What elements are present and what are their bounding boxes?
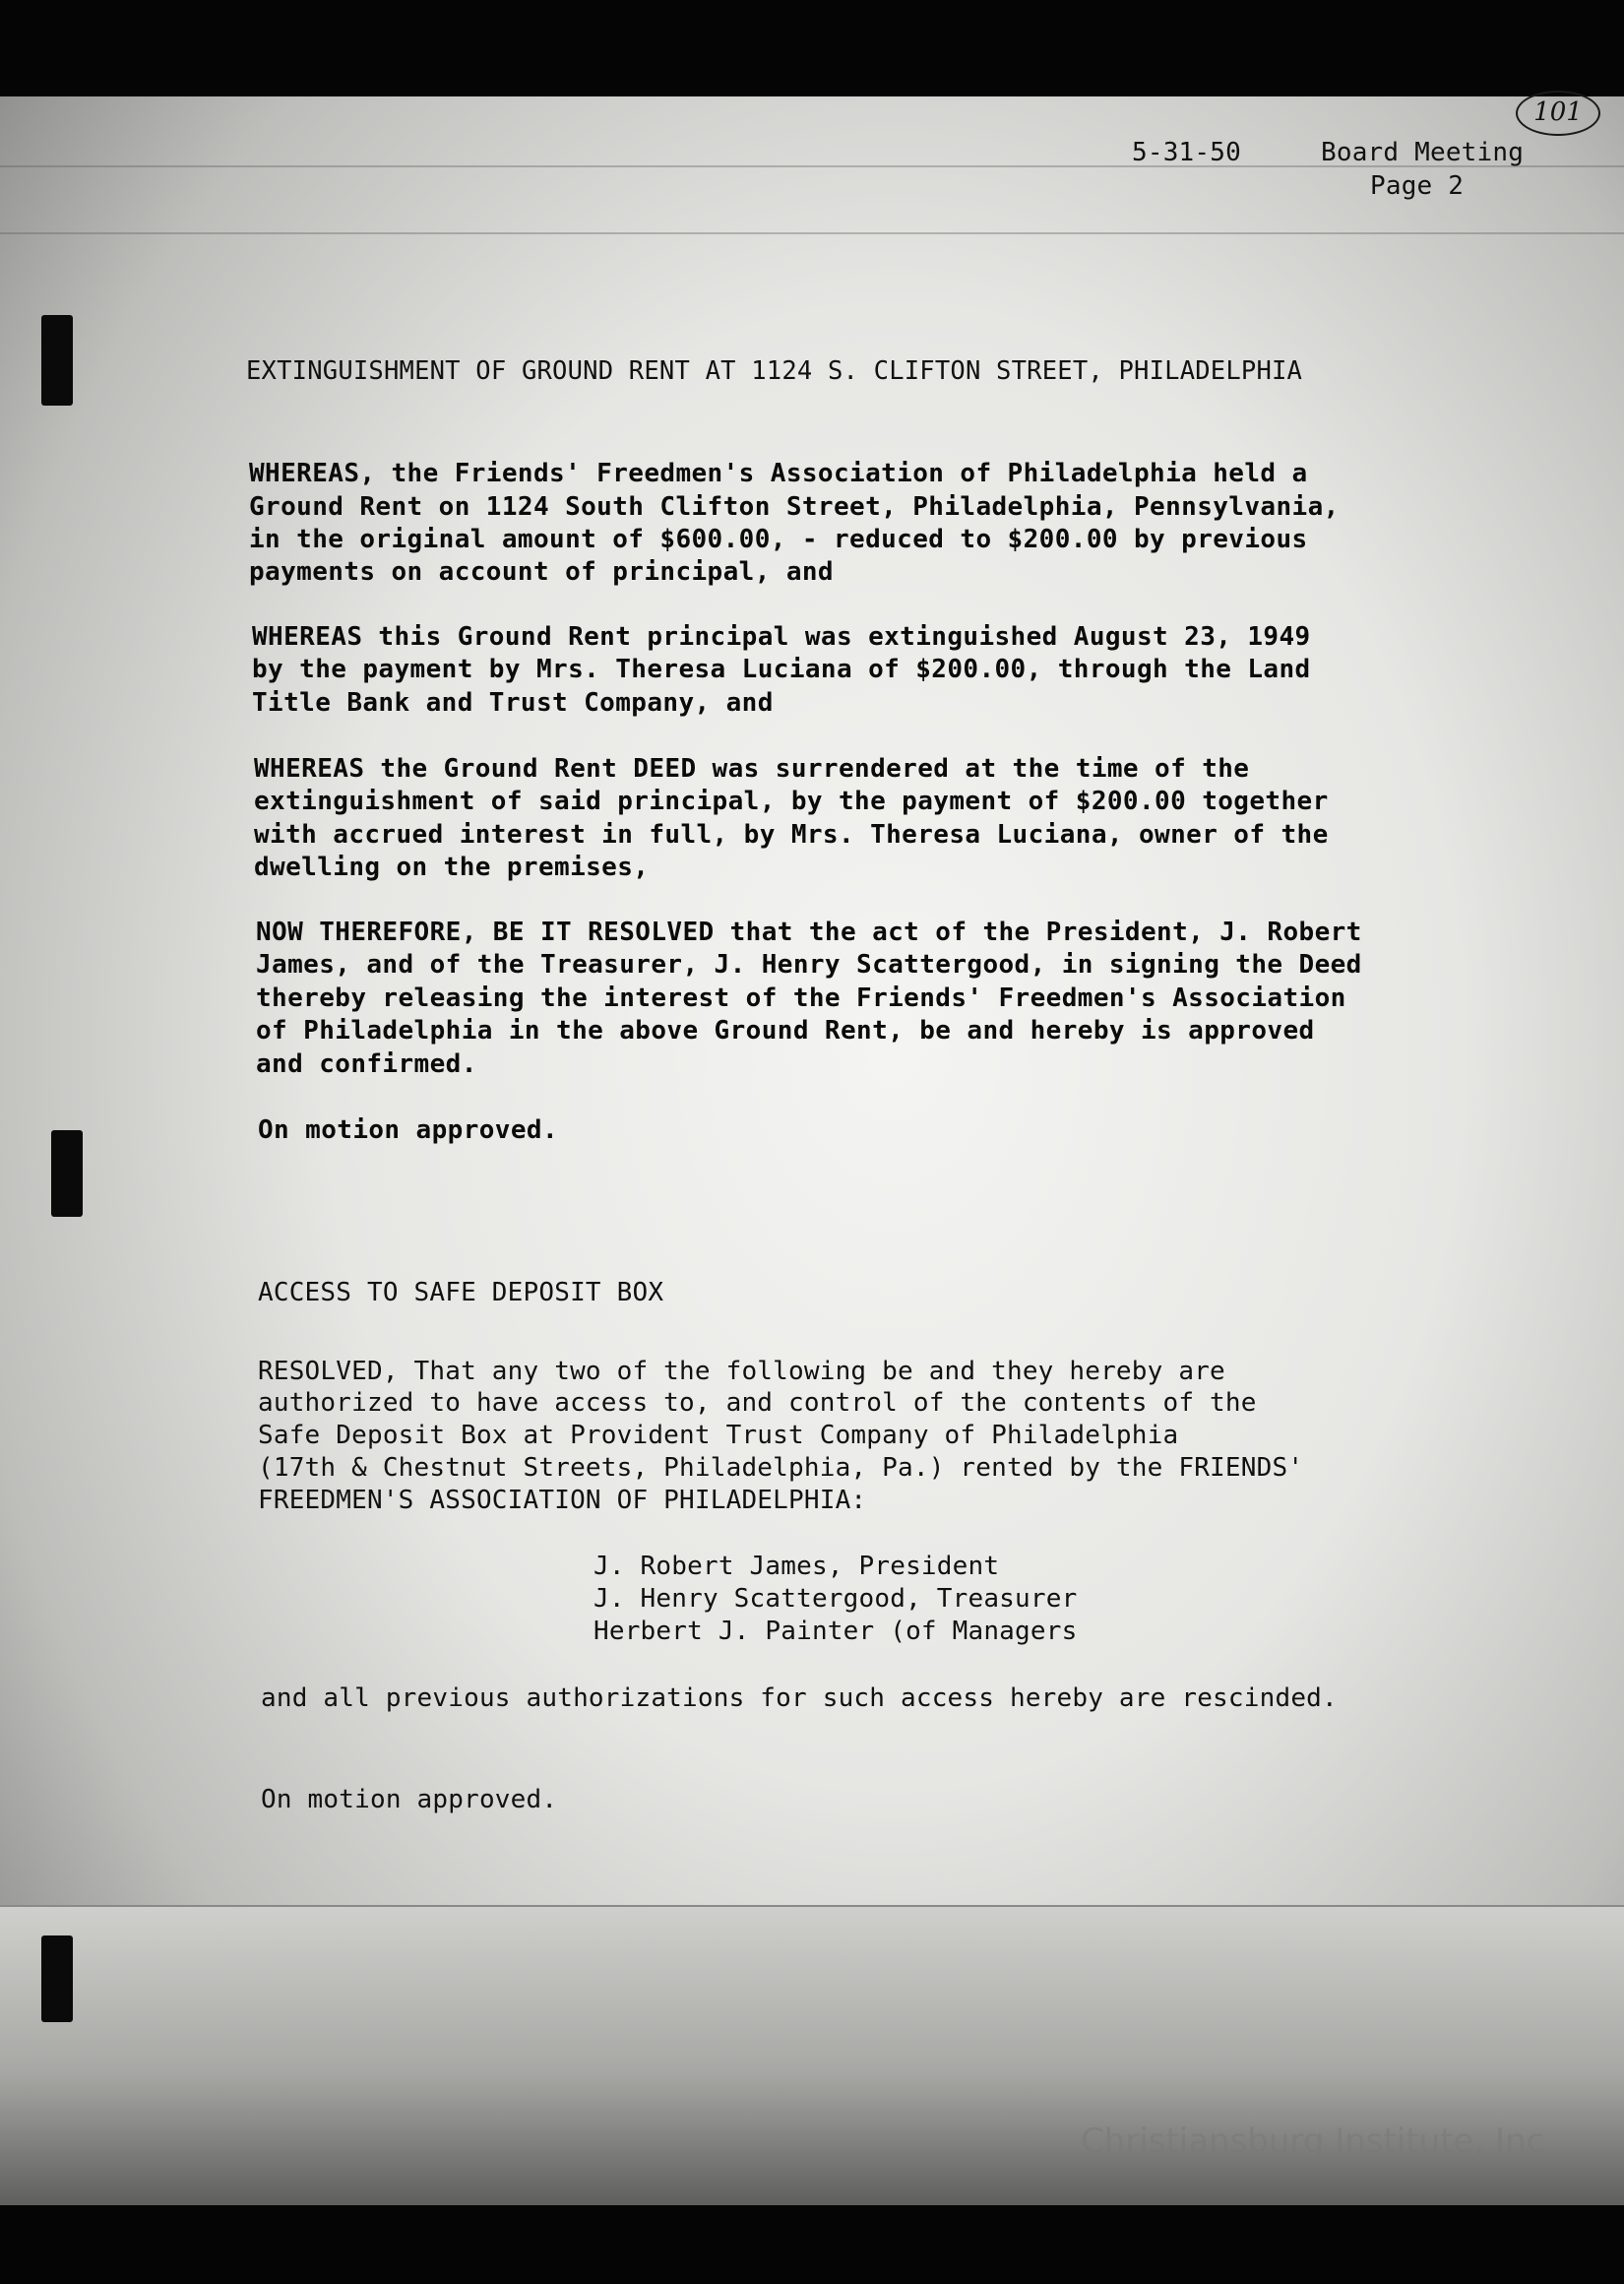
list-item: J. Henry Scattergood, Treasurer [593, 1584, 1078, 1614]
text-line: payments on account of principal, and [249, 557, 834, 587]
text-line: WHEREAS, the Friends' Freedmen's Association of Philadelphia held a [249, 459, 1308, 488]
ruled-line [0, 232, 1624, 234]
text-line: thereby releasing the interest of the Friends' Freedmen's Association [256, 983, 1346, 1013]
text-line: (17th & Chestnut Streets, Philadelphia, Pa.) rented by the FRIENDS' [258, 1453, 1304, 1483]
text-line: RESOLVED, That any two of the following be and they hereby are [258, 1357, 1225, 1386]
punch-hole-middle [51, 1130, 83, 1217]
text-line: WHEREAS the Ground Rent DEED was surrendered at the time of the [254, 754, 1250, 784]
text-line: Title Bank and Trust Company, and [252, 688, 774, 718]
punch-hole-top [41, 315, 73, 406]
header-title: Board Meeting [1321, 138, 1525, 167]
scan-top-border [0, 0, 1624, 98]
watermark: Christiansburg Institute, Inc [1081, 2122, 1545, 2161]
header-date: 5-31-50 [1132, 138, 1241, 167]
text-line: James, and of the Treasurer, J. Henry Scattergood, in signing the Deed [256, 950, 1362, 980]
document-page [0, 96, 1624, 2209]
section2-closing: and all previous authorizations for such access hereby are rescinded. [261, 1683, 1338, 1713]
text-line: Safe Deposit Box at Provident Trust Company of Philadelphia [258, 1421, 1179, 1450]
text-line: and confirmed. [256, 1049, 477, 1079]
section1-heading: EXTINGUISHMENT OF GROUND RENT AT 1124 S. CLIFTON STREET, PHILADELPHIA [246, 356, 1303, 386]
text-line: of Philadelphia in the above Ground Rent, be and hereby is approved [256, 1016, 1315, 1046]
text-line: in the original amount of $600.00, - reduced to $200.00 by previous [249, 525, 1308, 554]
text-line: NOW THEREFORE, BE IT RESOLVED that the act of the President, J. Robert [256, 918, 1362, 947]
text-line: authorized to have access to, and control of the contents of the [258, 1388, 1257, 1418]
text-line: extinguishment of said principal, by the payment of $200.00 together [254, 787, 1329, 816]
section2-motion: On motion approved. [261, 1785, 558, 1814]
next-page-edge [0, 1905, 1624, 2207]
text-line: Ground Rent on 1124 South Clifton Street, Philadelphia, Pennsylvania, [249, 492, 1340, 522]
text-line: FREEDMEN'S ASSOCIATION OF PHILADELPHIA: [258, 1486, 867, 1515]
punch-hole-bottom [41, 1935, 73, 2022]
section2-heading: ACCESS TO SAFE DEPOSIT BOX [258, 1278, 664, 1307]
text-line: by the payment by Mrs. Theresa Luciana of $200.00, through the Land [252, 655, 1311, 684]
list-item: J. Robert James, President [593, 1552, 1000, 1581]
section1-motion: On motion approved. [258, 1115, 559, 1145]
handwritten-page-number: 101 [1516, 91, 1600, 136]
text-line: WHEREAS this Ground Rent principal was extinguished August 23, 1949 [252, 622, 1311, 652]
scan-bottom-border [0, 2205, 1624, 2284]
text-line: dwelling on the premises, [254, 853, 650, 882]
text-line: with accrued interest in full, by Mrs. Theresa Luciana, owner of the [254, 820, 1329, 850]
header-page: Page 2 [1370, 171, 1465, 201]
list-item: Herbert J. Painter (of Managers [593, 1617, 1078, 1646]
